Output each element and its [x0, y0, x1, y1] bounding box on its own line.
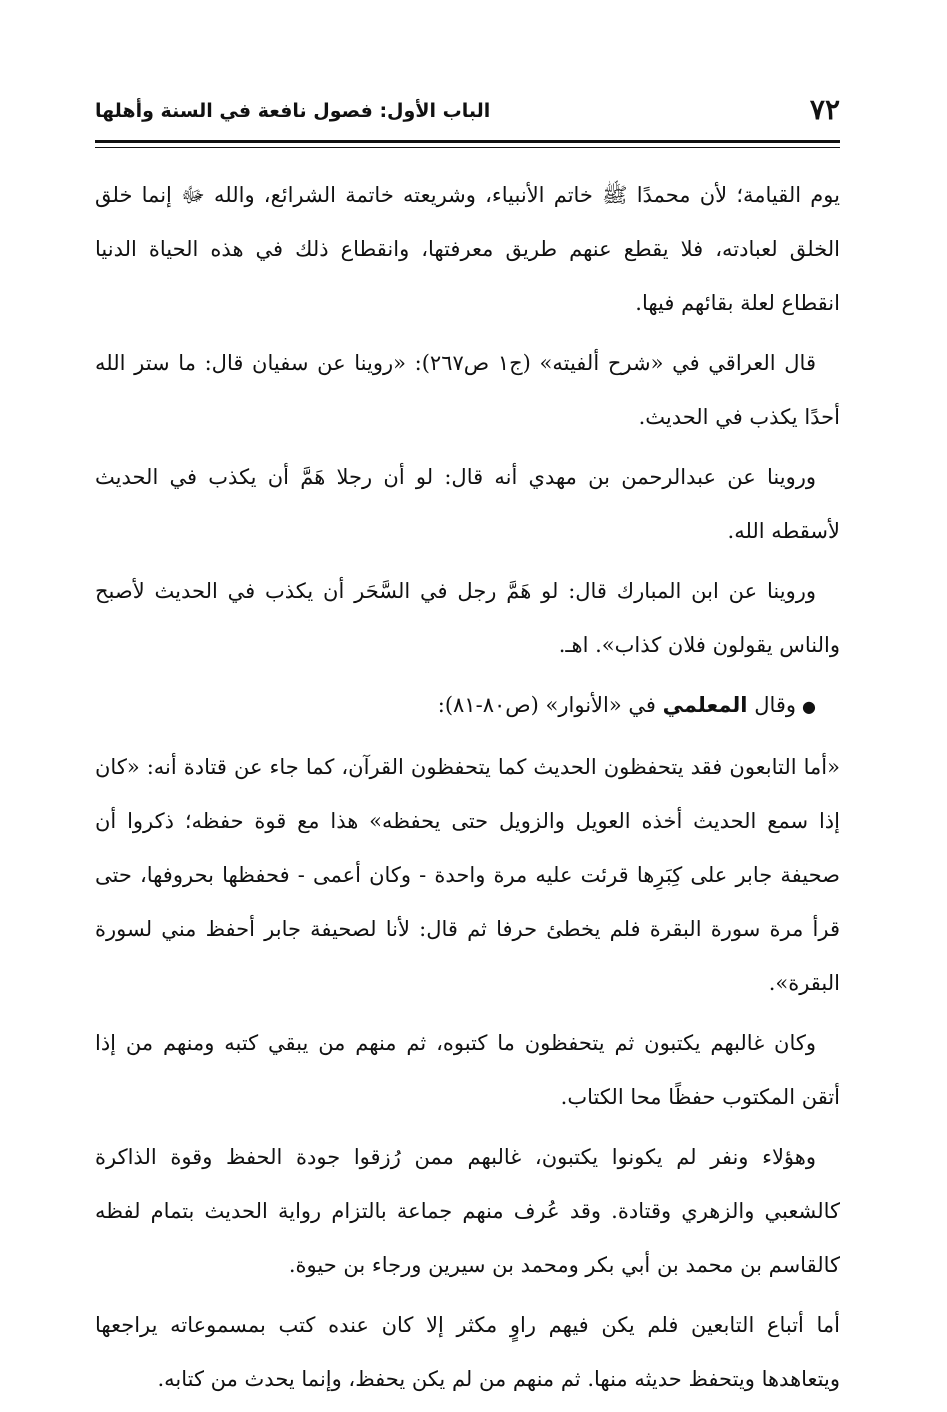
page-body: [95, 168, 840, 1412]
header-rule-thick: [95, 140, 840, 143]
paragraph: «أما التابعون فقد يتحفظون الحديث كما يتحفظون القرآن، كما جاء عن قتادة أنه: «كان إذا سمع الحديث أخذه العويل والزويل حتى يحفظه» هذا مع قوة حفظه؛ ذكروا أن صحيفة جابر على كِبَرِها قرئت عليه مرة واحدة - وكان أعمى - فحفظها بحروفها، حتى قرأ مرة سورة البقرة فلم يخطئ حرفا ثم قال: لأنا لصحيفة جابر أحفظ مني لسورة البقرة».: [95, 755, 840, 995]
quote-intro: وقال: [747, 693, 797, 717]
page-number: ٧٢: [809, 93, 840, 126]
author-name: المعلمي: [662, 693, 748, 717]
bullet-paragraph: [95, 678, 840, 734]
header-rule-thin: [95, 147, 840, 148]
paragraph: وهؤلاء ونفر لم يكونوا يكتبون، غالبهم ممن رُزقوا جودة الحفظ وقوة الذاكرة كالشعبي والزهري وقتادة. وقد عُرف منهم جماعة بالتزام رواية الحديث بتمام لفظه كالقاسم بن محمد بن أبي بكر ومحمد بن سيرين ورجاء بن حيوة.: [95, 1145, 840, 1277]
page-header: [95, 88, 840, 138]
running-title: الباب الأول: فصول نافعة في السنة وأهلها: [95, 100, 491, 122]
paragraph: وكان غالبهم يكتبون ثم يتحفظون ما كتبوه، ثم منهم من يبقي كتبه ومنهم من إذا أتقن المكتوب حفظًا محا الكتاب.: [95, 1031, 840, 1109]
paragraph: يوم القيامة؛ لأن محمدًا ﷺ خاتم الأنبياء، وشريعته خاتمة الشرائع، والله ﷻ إنما خلق الخلق لعبادته، فلا يقطع عنهم طريق معرفتها، وانقطاع ذلك في هذه الحياة الدنيا انقطاع لعلة بقائهم فيها.: [95, 183, 840, 315]
source-reference: في «الأنوار» (ص٨٠-٨١):: [437, 693, 663, 717]
paragraph: أما أتباع التابعين فلم يكن فيهم راوٍ مكثر إلا كان عنده كتب بمسموعاته يراجعها ويتعاهدها ويتحفظ حديثه منها. ثم منهم من لم يكن يحفظ، وإنما يحدث من كتابه.: [95, 1313, 840, 1391]
bullet-icon: ●: [802, 697, 816, 716]
paragraph: وروينا عن ابن المبارك قال: لو هَمَّ رجل في السَّحَر أن يكذب في الحديث لأصبح والناس يقولون فلان كذاب». اهـ.: [95, 579, 840, 657]
paragraph: وروينا عن عبدالرحمن بن مهدي أنه قال: لو أن رجلا هَمَّ أن يكذب في الحديث لأسقطه الله.: [95, 465, 840, 543]
paragraph: قال العراقي في «شرح ألفيته» (ج١ ص٢٦٧): «روينا عن سفيان قال: ما ستر الله أحدًا يكذب في الحديث.: [95, 351, 840, 429]
